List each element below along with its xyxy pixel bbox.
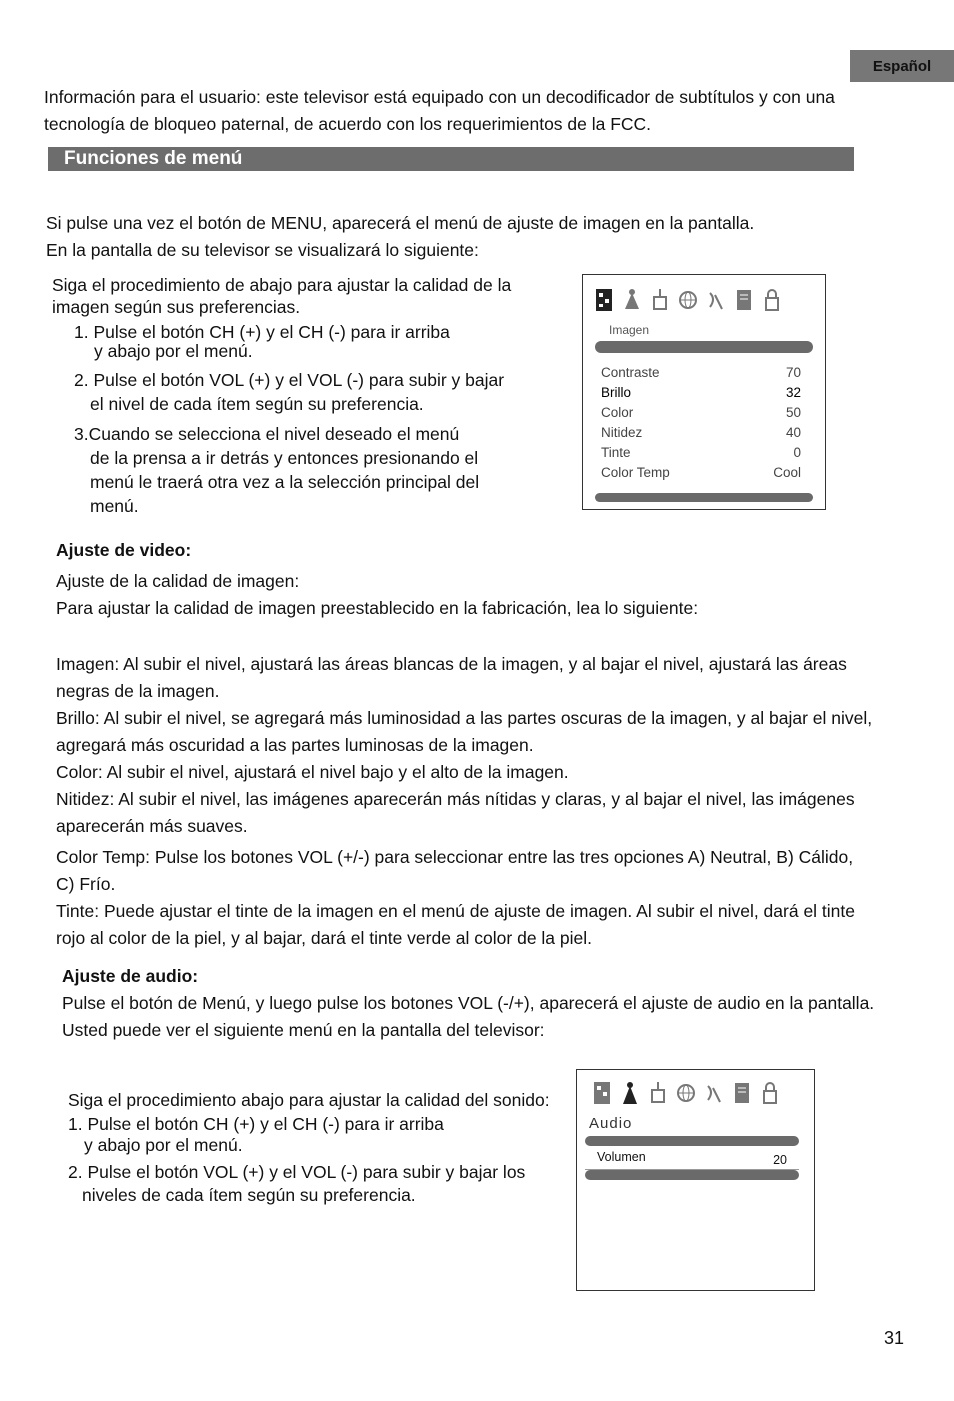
audio-section (62, 963, 922, 1044)
video-sub: Ajuste de la calidad de imagen: (56, 571, 300, 591)
menu-item[interactable] (601, 423, 801, 443)
menu-item-value: 70 (785, 365, 801, 380)
menu-item[interactable] (601, 443, 801, 463)
step-3-line-4: menú. (90, 496, 139, 516)
step-2-line-2: el nivel de cada ítem según su preferencia. (90, 394, 424, 414)
audio-step-1-line-2: y abajo por el menú. (84, 1135, 243, 1155)
timer-icon (649, 285, 671, 315)
intro-line-1: Información para el usuario: este televisor está equipado con un decodificador de subtítulos y con una (44, 87, 835, 107)
audio-icon (621, 285, 643, 315)
menu-item-label: Volumen (597, 1150, 646, 1164)
audio-menu-title: Audio (589, 1115, 633, 1132)
menu-item-label: Color Temp (601, 465, 670, 480)
picture-menu-list (601, 363, 801, 483)
menu-icon-row (593, 285, 783, 315)
menu-item[interactable] (601, 463, 801, 483)
language-tab: Español (850, 50, 954, 82)
menu-item[interactable] (585, 1147, 799, 1170)
audio-intro-2: Usted puede ver el siguiente menú en la pantalla del televisor: (62, 1020, 545, 1040)
nitidez-desc-1: Nitidez: Al subir el nivel, las imágenes aparecerán más nítidas y claras, y al bajar el nivel, las imágenes (56, 789, 855, 809)
menu-item[interactable] (601, 383, 801, 403)
menu-item[interactable] (601, 403, 801, 423)
globe-icon (675, 1078, 697, 1108)
menu-intro-line-2: En la pantalla de su televisor se visualizará lo siguiente: (46, 240, 479, 260)
section-title-bar: Funciones de menú (48, 147, 854, 171)
tinte-desc-2: rojo al color de la piel, y al bajar, dará el tinte verde al color de la piel. (56, 928, 592, 948)
intro-line-2: tecnología de bloqueo paternal, de acuerdo con los requerimientos de la FCC. (44, 114, 652, 134)
page-number: 31 (884, 1328, 905, 1348)
step-3-line-3: menú le traerá otra vez a la selección principal del (90, 472, 480, 492)
menu-item-label: Brillo (601, 385, 632, 400)
video-heading: Ajuste de video: (56, 540, 192, 560)
brillo-desc-1: Brillo: Al subir el nivel, se agregará más luminosidad a las partes oscuras de la imagen, y al bajar el nivel, (56, 708, 873, 728)
menu-item-value: 20 (773, 1153, 787, 1167)
picture-steps-lead-2: imagen según sus preferencias. (52, 297, 301, 317)
audio-intro-1: Pulse el botón de Menú, y luego pulse los botones VOL (-/+), aparecerá el ajuste de audio en la pantalla. (62, 993, 875, 1013)
picture-menu-title: Imagen (609, 323, 650, 337)
video-intro: Para ajustar la calidad de imagen preestablecido en la fabricación, lea lo siguiente: (56, 598, 699, 618)
document-icon (733, 285, 755, 315)
menu-item-label: Tinte (601, 445, 631, 460)
menu-item-label: Contraste (601, 365, 660, 380)
audio-icon (619, 1078, 641, 1108)
menu-header-bar (595, 341, 813, 353)
step-3-line-2: de la prensa a ir detrás y entonces presionando el (90, 448, 479, 468)
menu-item-value: 0 (793, 445, 801, 460)
document-icon (731, 1078, 753, 1108)
globe-icon (677, 285, 699, 315)
menu-item-value: 32 (785, 385, 801, 400)
audio-menu-icon-row (591, 1078, 781, 1108)
colortemp-desc-1: Color Temp: Pulse los botones VOL (+/-) para seleccionar entre las tres opciones A) Neutral, B) Cálido, (56, 847, 854, 867)
menu-intro (46, 210, 886, 264)
menu-item-value: 50 (785, 405, 801, 420)
picture-icon (591, 1078, 613, 1108)
menu-item-value: 40 (785, 425, 801, 440)
tinte-desc-1: Tinte: Puede ajustar el tinte de la imagen en el menú de ajuste de imagen. Al subir el nivel, dará el tinte (56, 901, 856, 921)
audio-menu-header-bar (585, 1136, 799, 1146)
picture-menu-screen (582, 274, 826, 510)
audio-steps (68, 1088, 568, 1206)
step-2-line-1: 2. Pulse el botón VOL (+) y el VOL (-) para subir y bajar (74, 370, 505, 390)
lock-icon (761, 285, 783, 315)
imagen-desc-2: negras de la imagen. (56, 681, 220, 701)
menu-footer-bar (595, 493, 813, 502)
colortemp-desc-2: C) Frío. (56, 874, 116, 894)
antenna-icon (705, 285, 727, 315)
audio-step-2-line-2: niveles de cada ítem según su preferencia. (82, 1185, 416, 1205)
color-desc: Color: Al subir el nivel, ajustará el nivel bajo y el alto de la imagen. (56, 762, 569, 782)
brillo-desc-2: agregará más oscuridad a las partes luminosas de la imagen. (56, 735, 534, 755)
picture-steps (52, 274, 552, 518)
nitidez-desc-2: aparecerán más suaves. (56, 816, 248, 836)
menu-item[interactable] (601, 363, 801, 383)
audio-steps-lead: Siga el procedimiento abajo para ajustar la calidad del sonido: (68, 1090, 550, 1110)
audio-menu-screen (576, 1069, 815, 1291)
timer-icon (647, 1078, 669, 1108)
picture-steps-lead-1: Siga el procedimiento de abajo para ajustar la calidad de la (52, 275, 512, 295)
audio-step-2-line-1: 2. Pulse el botón VOL (+) y el VOL (-) para subir y bajar los (68, 1162, 526, 1182)
video-section (56, 537, 906, 622)
step-1-line-2: y abajo por el menú. (94, 341, 253, 361)
audio-menu-footer-bar (585, 1170, 799, 1180)
intro-paragraph (44, 84, 884, 138)
step-3-line-1: 3.Cuando se selecciona el nivel deseado el menú (74, 424, 460, 444)
antenna-icon (703, 1078, 725, 1108)
menu-intro-line-1: Si pulse una vez el botón de MENU, aparecerá el menú de ajuste de imagen en la pantalla. (46, 213, 755, 233)
step-1-line-1: 1. Pulse el botón CH (+) y el CH (-) para ir arriba (74, 322, 450, 342)
video-descriptions (56, 651, 906, 952)
imagen-desc-1: Imagen: Al subir el nivel, ajustará las áreas blancas de la imagen, y al bajar el nivel, ajustará las áreas (56, 654, 847, 674)
menu-item-label: Nitidez (601, 425, 643, 440)
audio-heading: Ajuste de audio: (62, 966, 199, 986)
picture-icon (593, 285, 615, 315)
lock-icon (759, 1078, 781, 1108)
menu-item-label: Color (601, 405, 634, 420)
menu-item-value: Cool (773, 465, 801, 480)
audio-step-1-line-1: 1. Pulse el botón CH (+) y el CH (-) para ir arriba (68, 1114, 444, 1134)
